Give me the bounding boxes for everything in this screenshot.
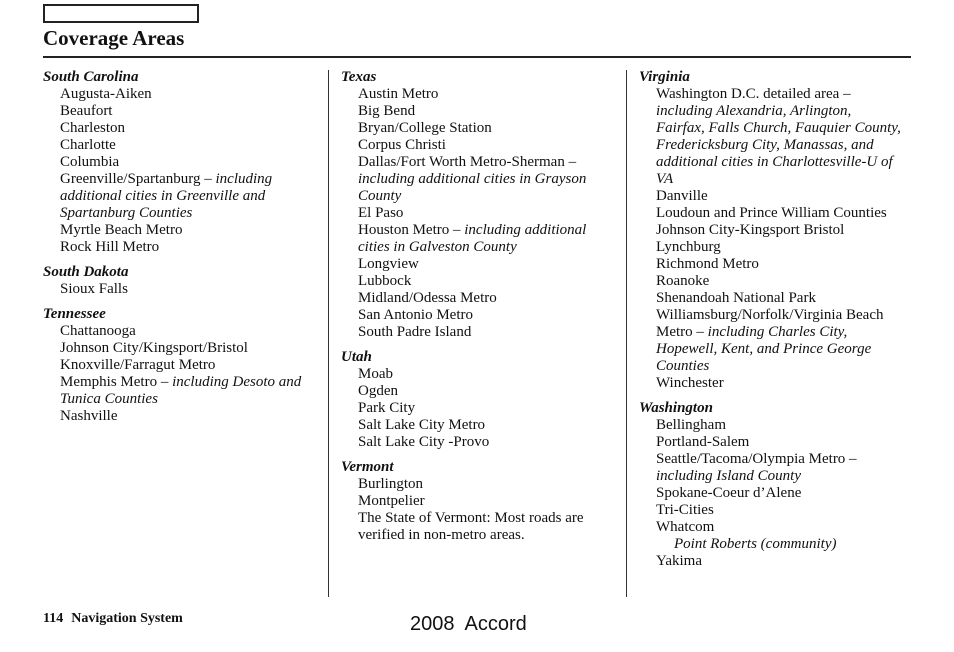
state-heading: Washington — [639, 400, 713, 416]
coverage-item — [60, 340, 315, 357]
coverage-item-name: Montpelier — [358, 493, 425, 509]
coverage-item-name: Seattle/Tacoma/Olympia Metro – — [656, 451, 857, 467]
coverage-item-name: Houston Metro — [358, 222, 450, 238]
coverage-item-note: including additional cities in Grayson County — [358, 171, 587, 204]
coverage-item — [358, 290, 615, 307]
coverage-item — [358, 307, 615, 324]
coverage-list — [43, 323, 315, 425]
coverage-item — [358, 86, 615, 103]
page-footer — [43, 611, 183, 627]
page-title: Coverage Areas — [43, 26, 185, 50]
coverage-item-name: Rock Hill Metro — [60, 239, 160, 255]
coverage-item-name: The State of Vermont: Most roads are verified in non-metro areas. — [358, 510, 584, 543]
coverage-item-name: Columbia — [60, 154, 120, 170]
coverage-item — [358, 383, 615, 400]
coverage-item-note: – including additional cities in Greenville and Spartanburg Counties — [60, 171, 273, 221]
coverage-item-name: Myrtle Beach Metro — [60, 222, 183, 238]
coverage-item — [358, 273, 615, 290]
coverage-item — [656, 553, 901, 570]
coverage-item-name: Whatcom — [656, 519, 715, 535]
coverage-item-name: Spokane-Coeur d’Alene — [656, 485, 802, 501]
coverage-column-2 — [341, 68, 615, 544]
page-number: 114 — [43, 611, 64, 626]
coverage-item — [656, 290, 901, 307]
coverage-column-1 — [43, 68, 315, 425]
coverage-item-name: Big Bend — [358, 103, 416, 119]
coverage-item-name: Burlington — [358, 476, 424, 492]
coverage-item-name: Corpus Christi — [358, 137, 446, 153]
state-heading: Texas — [341, 69, 377, 85]
coverage-item-name: Bellingham — [656, 417, 726, 433]
coverage-item — [60, 171, 315, 222]
coverage-item-name: Yakima — [656, 553, 702, 569]
state-heading: Virginia — [639, 69, 690, 85]
coverage-item — [60, 281, 315, 298]
coverage-item — [656, 451, 901, 485]
coverage-item — [358, 222, 615, 256]
coverage-item — [656, 205, 901, 222]
header-tab-box — [43, 4, 199, 23]
coverage-item-name: Chattanooga — [60, 323, 136, 339]
coverage-item-name: Bryan/College Station — [358, 120, 492, 136]
coverage-column-3 — [639, 68, 901, 570]
coverage-item-name: South Padre Island — [358, 324, 472, 340]
coverage-item-name: Winchester — [656, 375, 724, 391]
coverage-item-name: Loudoun and Prince William Counties — [656, 205, 887, 221]
coverage-list — [341, 86, 615, 341]
coverage-item-name: El Paso — [358, 205, 404, 221]
coverage-item — [656, 273, 901, 290]
column-divider — [328, 70, 329, 597]
coverage-item-name: Salt Lake City Metro — [358, 417, 486, 433]
state-heading: Tennessee — [43, 306, 106, 322]
coverage-item — [656, 375, 901, 392]
coverage-item — [656, 188, 901, 205]
coverage-item-name: Williamsburg/Norfolk/Virginia Beach Metro — [656, 307, 884, 340]
coverage-list — [341, 476, 615, 544]
coverage-item — [656, 222, 901, 239]
coverage-item-name: Dallas/Fort Worth Metro-Sherman – — [358, 154, 577, 170]
coverage-item-name: Tri-Cities — [656, 502, 714, 518]
coverage-item-name: Park City — [358, 400, 416, 416]
coverage-list — [639, 417, 901, 570]
coverage-item-name: Johnson City-Kingsport Bristol — [656, 222, 845, 238]
coverage-item — [358, 434, 615, 451]
coverage-item — [358, 120, 615, 137]
coverage-list — [43, 281, 315, 298]
coverage-item-name: Salt Lake City -Provo — [358, 434, 490, 450]
coverage-item-name: San Antonio Metro — [358, 307, 473, 323]
coverage-item — [60, 103, 315, 120]
coverage-item — [656, 307, 901, 375]
coverage-item-note: – including Desoto and Tunica Counties — [60, 374, 302, 407]
coverage-item — [656, 239, 901, 256]
coverage-subitem: Point Roberts (community) — [674, 536, 837, 552]
coverage-item-name: Beaufort — [60, 103, 113, 119]
coverage-item — [358, 476, 615, 493]
coverage-item-name: Danville — [656, 188, 708, 204]
coverage-item — [60, 137, 315, 154]
title-rule — [43, 56, 911, 58]
coverage-item — [60, 408, 315, 425]
coverage-item-name: Austin Metro — [358, 86, 439, 102]
coverage-item — [60, 120, 315, 137]
coverage-item-name: Greenville/Spartanburg — [60, 171, 201, 187]
coverage-item — [358, 400, 615, 417]
coverage-item-name: Charleston — [60, 120, 125, 136]
coverage-item-name: Johnson City/Kingsport/Bristol — [60, 340, 248, 356]
coverage-list — [43, 86, 315, 256]
state-heading: South Dakota — [43, 264, 129, 280]
coverage-item — [60, 374, 315, 408]
coverage-item — [358, 154, 615, 205]
coverage-item — [656, 519, 901, 536]
coverage-item-name: Augusta-Aiken — [60, 86, 152, 102]
coverage-item-name: Richmond Metro — [656, 256, 759, 272]
coverage-item — [358, 493, 615, 510]
coverage-item-name: Lynchburg — [656, 239, 721, 255]
coverage-item — [60, 154, 315, 171]
coverage-item — [656, 256, 901, 273]
coverage-item-note: – including additional cities in Galveston County — [358, 222, 587, 255]
model-label: 2008 Accord — [410, 613, 527, 635]
coverage-item-name: Washington D.C. detailed area – — [656, 86, 851, 102]
coverage-item — [60, 239, 315, 256]
coverage-item-name: Shenandoah National Park — [656, 290, 816, 306]
coverage-item-name: Moab — [358, 366, 393, 382]
coverage-item — [358, 103, 615, 120]
coverage-item — [656, 434, 901, 451]
coverage-item-name: Charlotte — [60, 137, 116, 153]
coverage-item — [656, 417, 901, 434]
state-heading: South Carolina — [43, 69, 139, 85]
coverage-item — [358, 417, 615, 434]
coverage-item — [60, 357, 315, 374]
coverage-item-name: Lubbock — [358, 273, 412, 289]
coverage-item-name: Ogden — [358, 383, 398, 399]
coverage-item — [60, 222, 315, 239]
coverage-item — [656, 86, 901, 188]
coverage-item — [60, 323, 315, 340]
coverage-list — [639, 86, 901, 392]
coverage-item-note: including Alexandria, Arlington, Fairfax, Falls Church, Fauquier County, Fredericksburg City, Manassas, and additional cities in Charlottesville-U of VA — [656, 103, 901, 187]
coverage-item-name: Midland/Odessa Metro — [358, 290, 497, 306]
coverage-item — [358, 510, 615, 544]
coverage-item — [358, 256, 615, 273]
coverage-item — [358, 137, 615, 154]
coverage-item-name: Portland-Salem — [656, 434, 750, 450]
coverage-item-name: Nashville — [60, 408, 118, 424]
column-divider — [626, 70, 627, 597]
coverage-item-name: Sioux Falls — [60, 281, 128, 297]
coverage-item — [358, 205, 615, 222]
coverage-item — [60, 86, 315, 103]
coverage-item — [656, 502, 901, 519]
coverage-item-name: Longview — [358, 256, 419, 272]
coverage-item — [656, 485, 901, 502]
coverage-item — [358, 324, 615, 341]
coverage-item — [358, 366, 615, 383]
state-heading: Vermont — [341, 459, 394, 475]
footer-section: Navigation System — [71, 611, 183, 626]
state-heading: Utah — [341, 349, 372, 365]
coverage-item-name: Roanoke — [656, 273, 710, 289]
coverage-item-name: Memphis Metro — [60, 374, 158, 390]
coverage-item-note: including Island County — [656, 468, 801, 484]
coverage-item-name: Knoxville/Farragut Metro — [60, 357, 216, 373]
coverage-list — [341, 366, 615, 451]
coverage-item-note: – including Charles City, Hopewell, Kent, and Prince George Counties — [656, 324, 872, 374]
